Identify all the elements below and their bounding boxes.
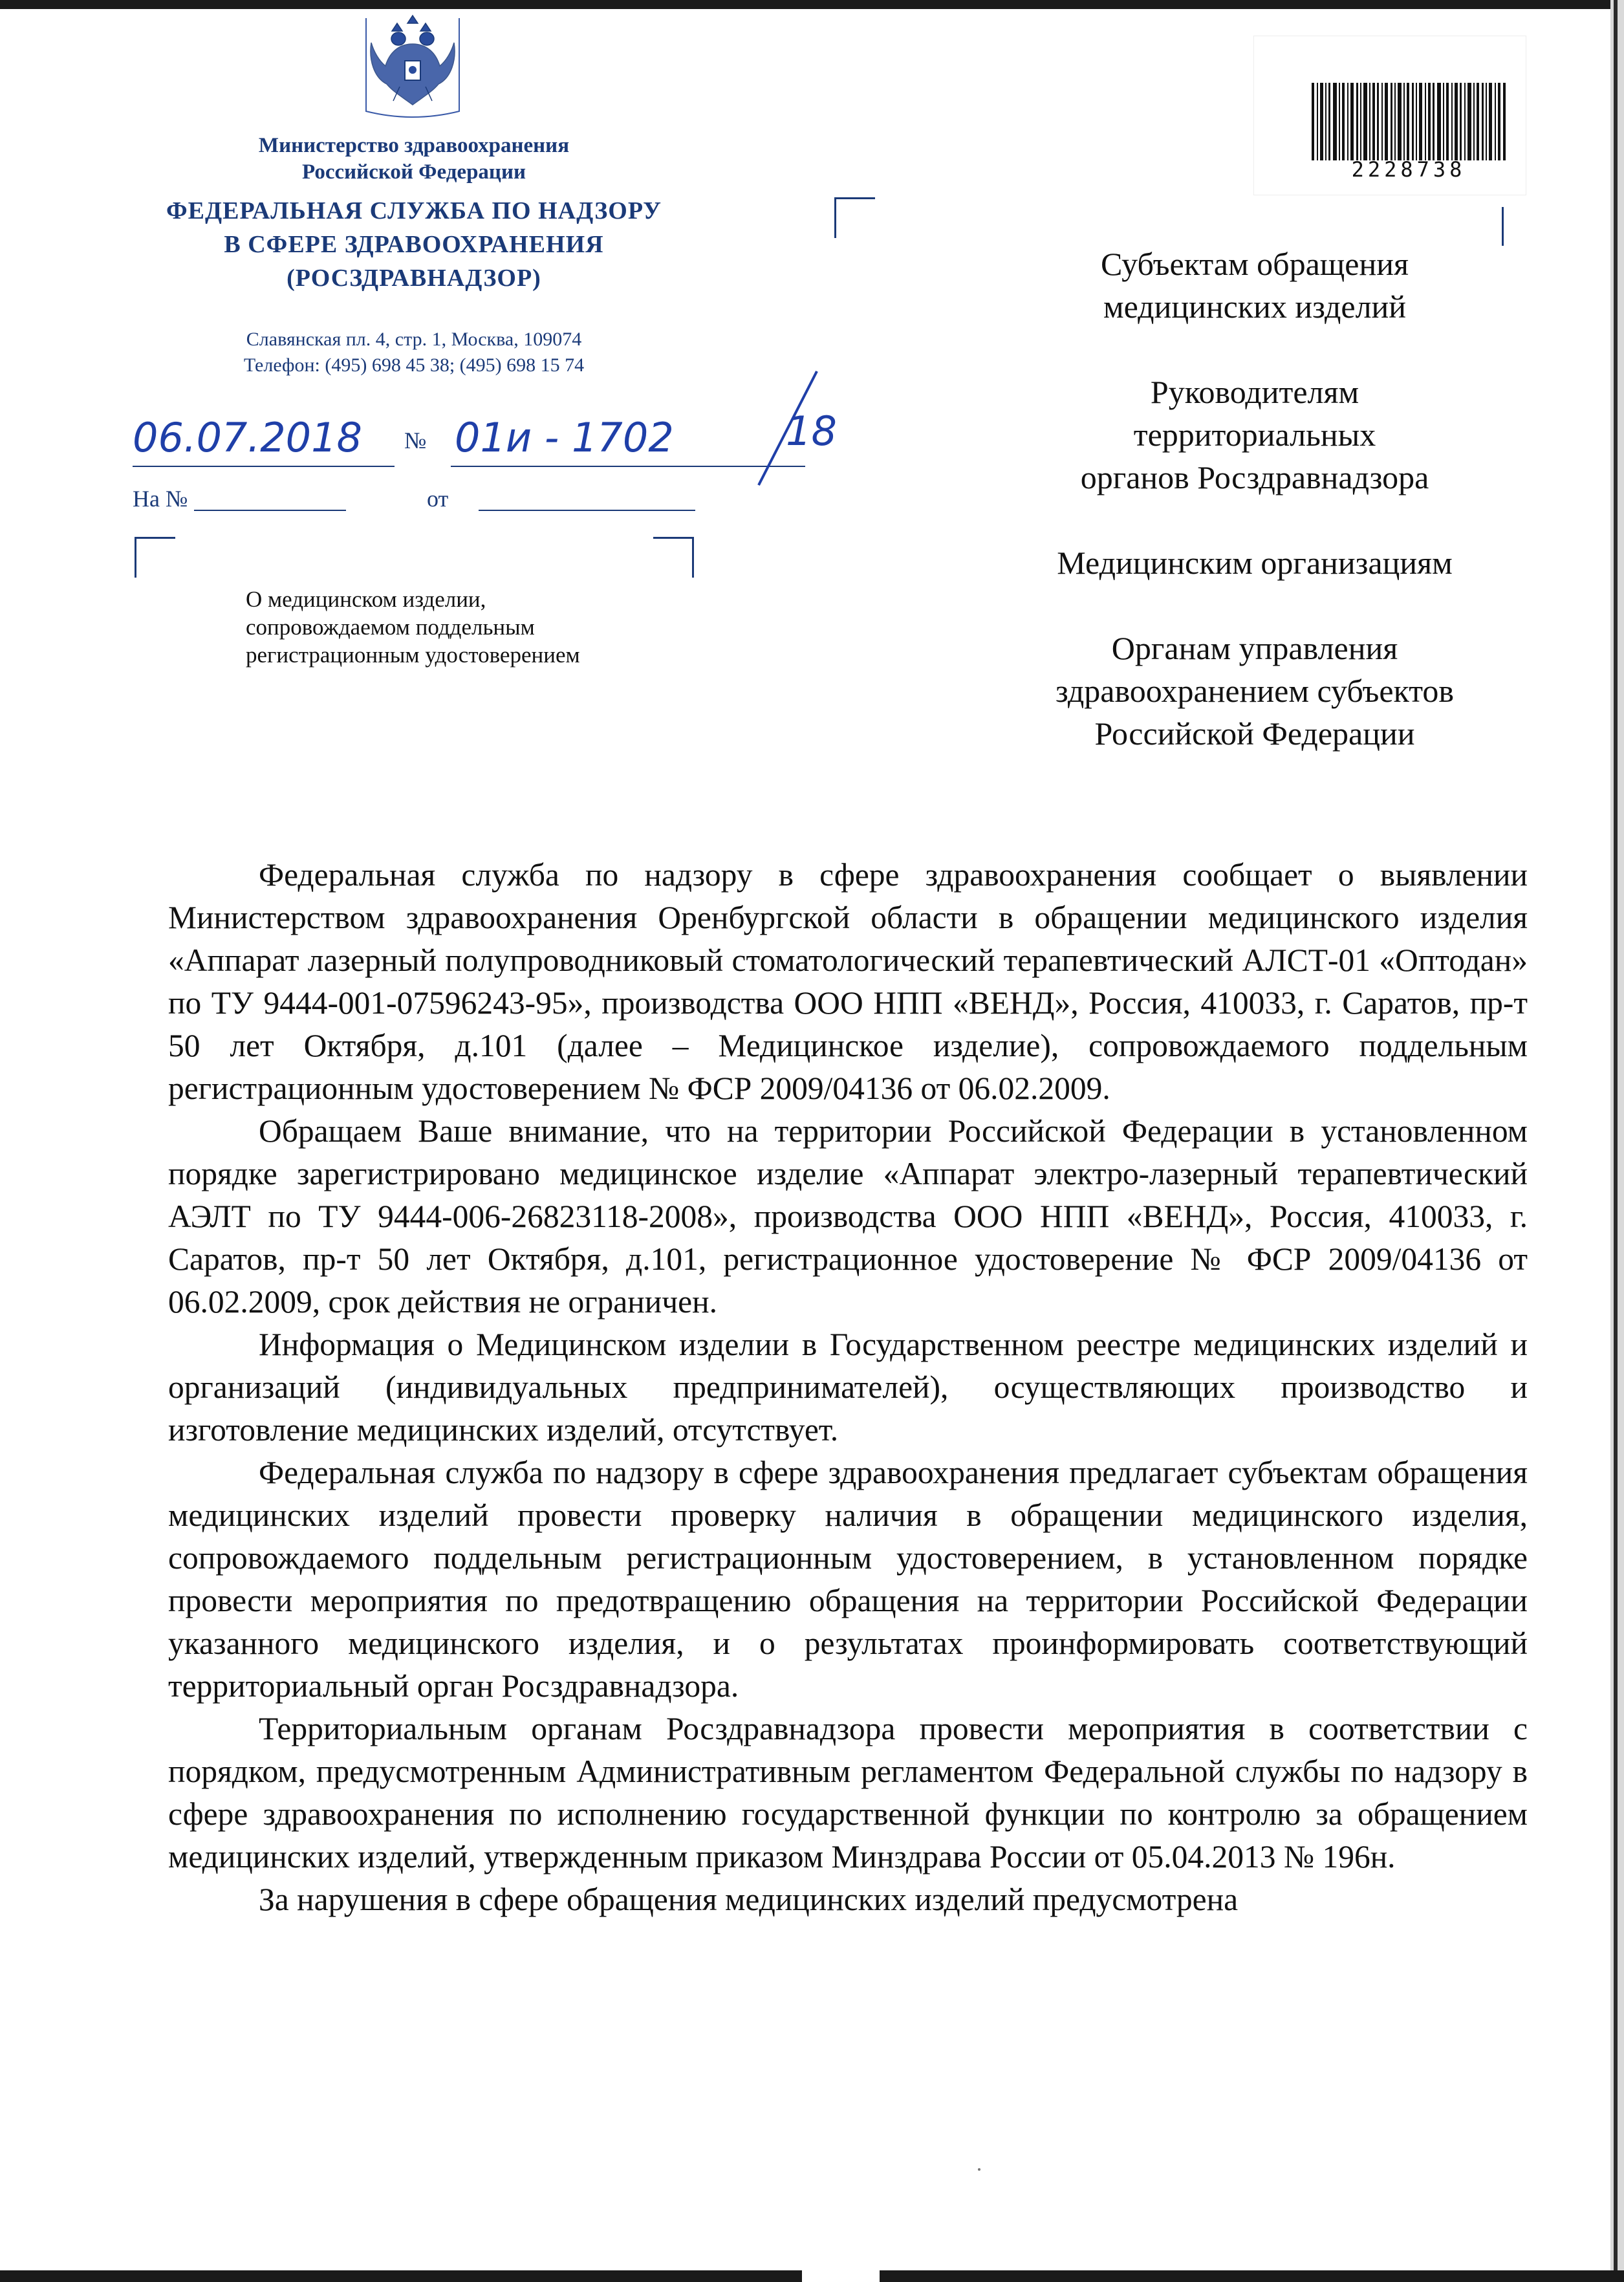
ministry-name — [97, 133, 731, 186]
body-paragraph-3: Информация о Медицинском изделии в Государственном реестре медицинских изделий и организаций (индивидуальных предпринимателей), осуществляющих производство и изготовление медицинских изделий, отсутствует. — [168, 1327, 1528, 1448]
scan-speck — [978, 2168, 980, 2171]
reply-number-blank — [194, 510, 346, 511]
addressee-2-line-3: органов Росздравнадзора — [1080, 459, 1429, 495]
letter-subject — [246, 585, 698, 669]
addressee-4-line-3: Российской Федерации — [1094, 715, 1415, 752]
addressee-4-line-2: здравоохранением субъектов — [1055, 673, 1455, 709]
addressee-corner-right — [1502, 207, 1504, 246]
handwritten-year: 18 — [786, 408, 837, 455]
number-sign: № — [404, 428, 427, 453]
service-name — [97, 194, 731, 295]
body-paragraph-2: Обращаем Ваше внимание, что на территории Российской Федерации в установленном порядке зарегистрировано медицинское изделие «Аппарат электро-лазерный терапевтический АЭЛТ по ТУ 9444-006-26823118-2008», производства ООО НПП «ВЕНД», Россия, 410033, г. Саратов, пр-т 50 лет Октября, д.101, регистрационное удостоверение № ФСР 2009/04136 от 06.02.2009, срок действия не ограничен. — [168, 1113, 1528, 1320]
addressee-4-line-1: Органам управления — [1111, 630, 1398, 666]
subject-line-2: сопровождаемом поддельным — [246, 614, 535, 640]
subject-line-3: регистрационным удостоверением — [246, 642, 580, 668]
body-paragraph-5: Территориальным органам Росздравнадзора провести мероприятия в соответствии с порядком, предусмотренным Административным регламентом Федеральной службы по надзору в сфере здравоохранения по исполнению государственной функции по контролю за обращением медицинских изделий, утвержденным приказом Минздрава России от 05.04.2013 № 196н. — [168, 1711, 1528, 1874]
handwritten-number: 01и - 1702 — [455, 414, 674, 461]
addressee-2-line-1: Руководителям — [1150, 374, 1359, 410]
barcode-graphic — [1312, 83, 1506, 160]
service-line-2: В СФЕРЕ ЗДРАВООХРАНЕНИЯ — [224, 231, 604, 258]
reply-number-label: На № — [133, 486, 188, 512]
addressee-corner-left — [834, 197, 875, 238]
service-line-3: (РОСЗДРАВНАДЗОР) — [287, 265, 541, 292]
handwritten-date: 06.07.2018 — [133, 414, 362, 461]
letter-body — [168, 854, 1528, 1921]
addressee-2-line-2: территориальных — [1133, 417, 1376, 453]
addressee-1-line-2: медицинских изделий — [1103, 288, 1407, 325]
outgoing-number-line — [133, 408, 837, 472]
date-underline — [133, 466, 395, 467]
subject-corner-left — [135, 537, 175, 578]
address-line: Славянская пл. 4, стр. 1, Москва, 109074 — [246, 329, 582, 350]
scan-edge-right — [1614, 0, 1618, 2282]
body-paragraph-4: Федеральная служба по надзору в сфере здравоохранения предлагает субъектам обращения медицинских изделий провести проверку наличия в обращении медицинского изделия, сопровождаемого поддельным регистрационным удостоверением, в установленном порядке провести мероприятия по предотвращению обращения на территории Российской Федерации указанного медицинского изделия, и о результатах проинформировать соответствующий территориальный орган Росздравнадзора. — [168, 1455, 1528, 1704]
service-line-1: ФЕДЕРАЛЬНАЯ СЛУЖБА ПО НАДЗОРУ — [166, 197, 662, 224]
addressee-4 — [925, 627, 1585, 755]
addressees-block — [925, 243, 1585, 798]
org-address — [97, 327, 731, 378]
barcode-number: 2228738 — [1351, 157, 1466, 182]
addressee-1 — [925, 243, 1585, 328]
phone-line: Телефон: (495) 698 45 38; (495) 698 15 74 — [243, 354, 585, 376]
addressee-3 — [925, 541, 1585, 584]
scan-border-top — [0, 0, 1624, 9]
subject-line-1: О медицинском изделии, — [246, 587, 486, 612]
subject-corner-right — [653, 537, 694, 578]
scan-gap — [802, 2269, 880, 2282]
reply-date-label: от — [427, 486, 449, 512]
body-paragraph-1: Федеральная служба по надзору в сфере здравоохранения сообщает о выявлении Министерством здравоохранения Оренбургской области в обращении медицинского изделия «Аппарат лазерный полупроводниковый стоматологический терапевтический АЛСТ-01 «Оптодан» по ТУ 9444-001-07596243-95», производства ООО НПП «ВЕНД», Россия, 410033, г. Саратов, пр-т 50 лет Октября, д.101 (далее – Медицинское изделие), сопровождаемого поддельным регистрационным удостоверением № ФСР 2009/04136 от 06.02.2009. — [168, 857, 1528, 1106]
ministry-line-1: Министерство здравоохранения — [258, 134, 570, 157]
addressee-2 — [925, 371, 1585, 499]
addressee-3-line-1: Медицинским организациям — [1057, 545, 1453, 581]
body-paragraph-6: За нарушения в сфере обращения медицинских изделий предусмотрена — [259, 1882, 1239, 1917]
addressee-1-line-1: Субъектам обращения — [1101, 246, 1409, 282]
coat-of-arms-emblem — [360, 14, 466, 120]
reply-date-blank — [479, 510, 695, 511]
ministry-line-2: Российской Федерации — [302, 160, 526, 184]
